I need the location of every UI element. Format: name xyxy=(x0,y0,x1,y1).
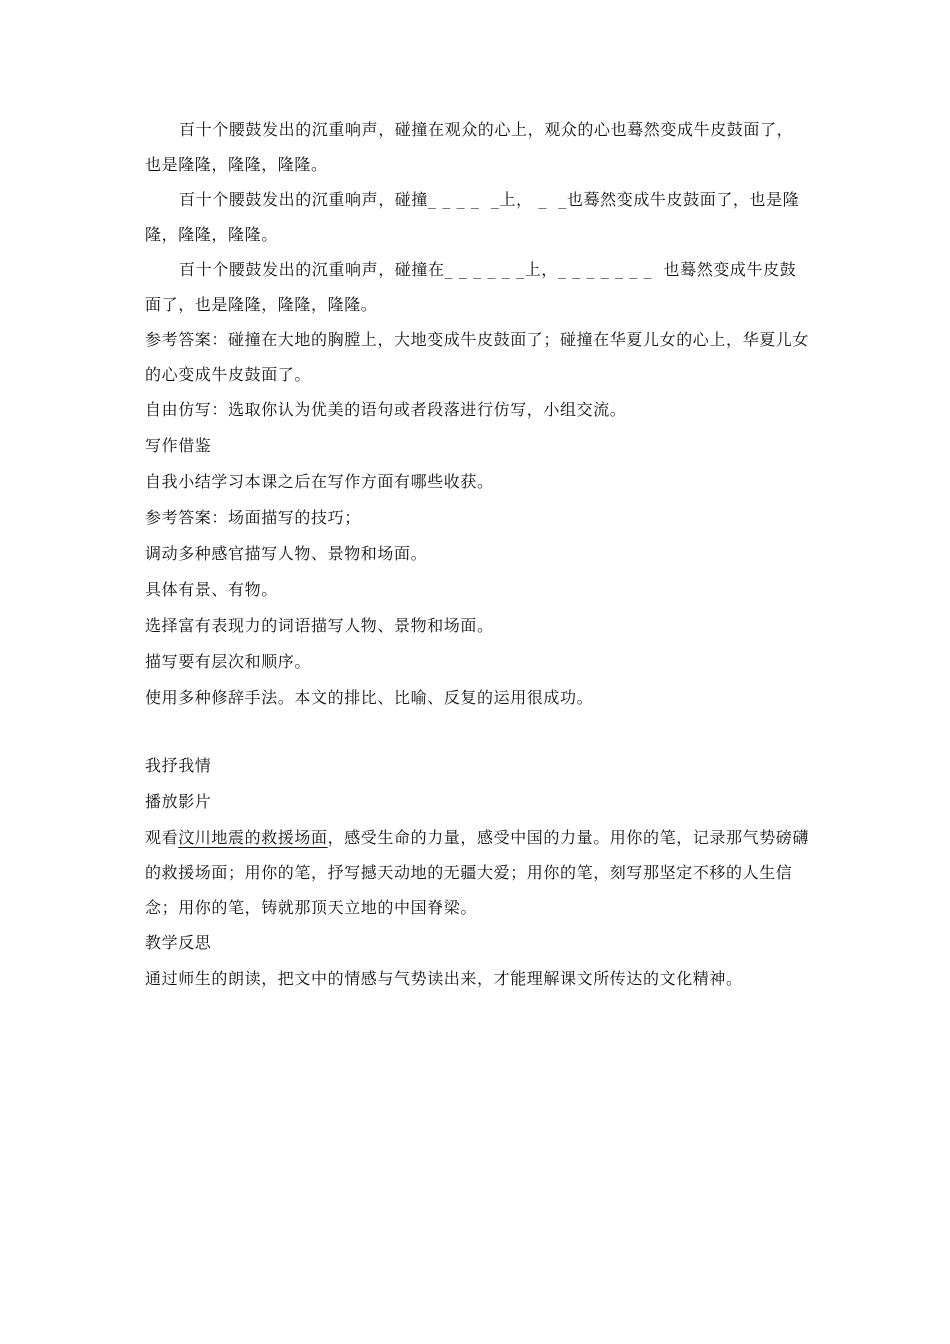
reference-answer-2-line: 参考答案：场面描写的技巧； xyxy=(145,508,361,527)
paragraph-original xyxy=(145,112,809,182)
reference-answer-2-line: 选择富有表现力的词语描写人物、景物和场面。 xyxy=(145,616,494,635)
film-text-start: 观看 xyxy=(145,828,179,847)
fill-text-end: 也蓦然变成牛皮鼓面了，也是隆隆，隆隆，隆隆。 xyxy=(145,190,800,244)
film-underlined-title: 汶川地震的救援场面 xyxy=(178,828,328,847)
fill-text-end: 也蓦然变成牛皮鼓面了，也是隆隆，隆隆，隆隆。 xyxy=(145,260,797,314)
fill-text-start: 百十个腰鼓发出的沉重响声，碰撞在 xyxy=(179,260,445,279)
spacer xyxy=(145,716,809,748)
free-imitation-writing: 自由仿写：选取你认为优美的语句或者段落进行仿写，小组交流。 xyxy=(145,400,627,419)
reference-answer-2-line: 具体有景、有物。 xyxy=(145,580,278,599)
self-summary: 自我小结学习本课之后在写作方面有哪些收获。 xyxy=(145,472,494,491)
film-text-rest: ，感受生命的力量，感受中国的力量。用你的笔，记录那气势磅礴的救援场面；用你的笔，抒写撼天动地的无疆大爱；用你的笔，刻写那坚定不移的人生信念；用你的笔，铸就那顶天立地的中国脊梁。 xyxy=(145,828,810,917)
reference-answer-1: 参考答案：碰撞在大地的胸膛上，大地变成牛皮鼓面了；碰撞在华夏儿女的心上，华夏儿女的心变成牛皮鼓面了。 xyxy=(145,330,810,384)
reference-answer-2-line: 使用多种修辞手法。本文的排比、比喻、反复的运用很成功。 xyxy=(145,688,594,707)
original-sentence: 百十个腰鼓发出的沉重响声，碰撞在观众的心上，观众的心也蓦然变成牛皮鼓面了，也是隆隆，隆隆，隆隆。 xyxy=(145,120,794,174)
fill-blank: _ _ xyxy=(532,190,567,209)
reference-answer-2-line: 描写要有层次和顺序。 xyxy=(145,652,312,671)
section-heading-express: 我抒我情 xyxy=(145,756,212,775)
section-heading-writing-reference: 写作借鉴 xyxy=(145,436,212,455)
fill-text-mid: 上， xyxy=(524,260,558,279)
paragraph-fill-blank-2 xyxy=(145,252,809,322)
fill-blank: _ _ _ _ _ xyxy=(428,190,500,209)
document-page xyxy=(145,112,809,997)
section-heading-reflection: 教学反思 xyxy=(145,933,212,952)
paragraph-fill-blank-1 xyxy=(145,182,809,252)
film-paragraph xyxy=(145,820,809,925)
fill-blank: _ _ _ _ _ _ xyxy=(444,260,525,279)
reference-answer-2-line: 调动多种感官描写人物、景物和场面。 xyxy=(145,544,428,563)
section-heading-film: 播放影片 xyxy=(145,792,212,811)
fill-text-mid: 上， xyxy=(499,190,533,209)
reflection-text: 通过师生的朗读，把文中的情感与气势读出来，才能理解课文所传达的文化精神。 xyxy=(145,969,743,988)
fill-blank: _ _ _ _ _ _ _ xyxy=(557,260,664,279)
fill-text-start: 百十个腰鼓发出的沉重响声，碰撞 xyxy=(179,190,429,209)
